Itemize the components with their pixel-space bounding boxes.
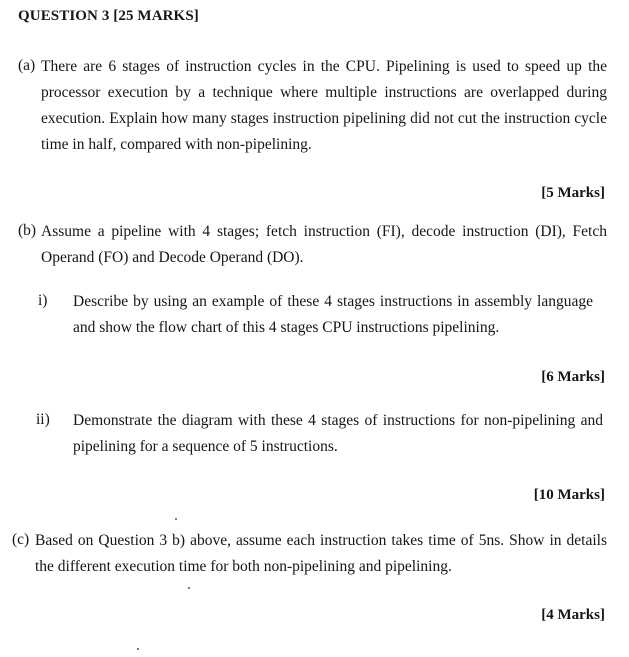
part-a-text: There are 6 stages of instruction cycles in the CPU. Pipelining is used to speed up the processor execution by a technique where multiple instructions are overlapped during execution. Explain how many stages instruction pipelining did not cut the instruction cycle time in half, compared with non-pipelining. <box>41 58 607 153</box>
part-b-ii-label: ii) <box>36 411 50 428</box>
part-b-i-marks: [6 Marks] <box>541 369 605 385</box>
part-a-marks: [5 Marks] <box>541 185 605 201</box>
part-a-label: (a) <box>18 57 36 74</box>
part-c-marks: [4 Marks] <box>541 607 605 623</box>
part-c-label: (c) <box>12 531 30 548</box>
scan-speck <box>175 518 177 520</box>
question-heading: QUESTION 3 [25 MARKS] <box>18 8 199 24</box>
part-c-text: Based on Question 3 b) above, assume each instruction takes time of 5ns. Show in details the different execution time for both non-pipelining and pipelining. <box>35 532 607 575</box>
part-b-i-label: i) <box>38 292 48 309</box>
part-b-ii-marks: [10 Marks] <box>533 487 605 503</box>
scan-speck <box>137 648 139 650</box>
part-b-i-text: Describe by using an example of these 4 stages instructions in assembly language and show the flow chart of this 4 stages CPU instructions pipelining. <box>73 293 593 336</box>
part-b-text: Assume a pipeline with 4 stages; fetch instruction (FI), decode instruction (DI), Fetch Operand (FO) and Decode Operand (DO). <box>41 223 607 266</box>
part-b-label: (b) <box>18 222 37 239</box>
part-b-ii-text: Demonstrate the diagram with these 4 stages of instructions for non-pipelining and pipelining for a sequence of 5 instructions. <box>73 412 603 455</box>
scan-speck <box>188 587 190 589</box>
